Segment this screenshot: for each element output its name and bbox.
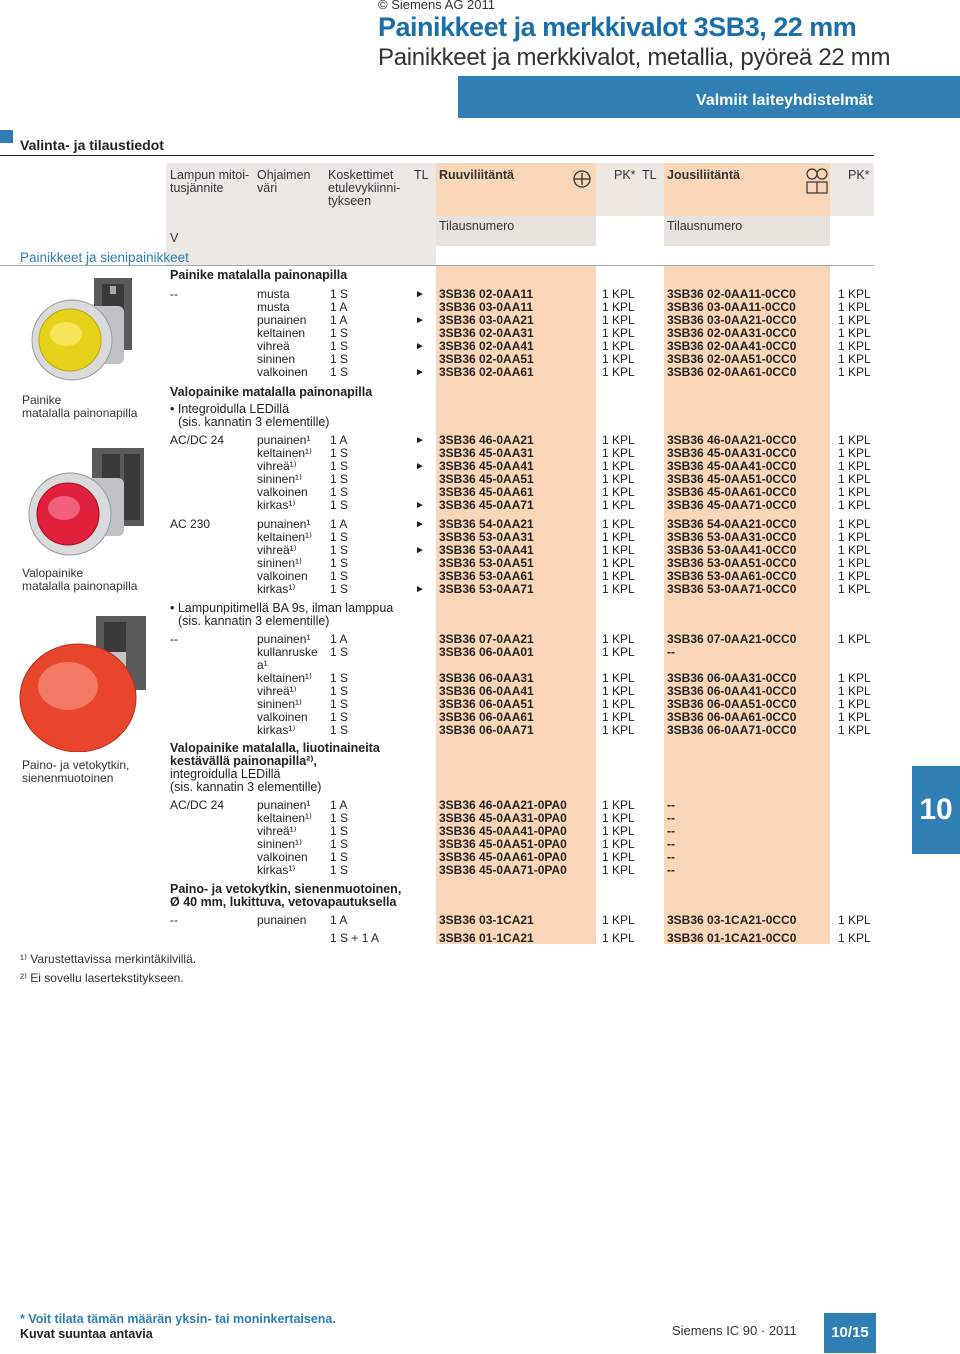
cell-o1: 3SB36 02-0AA51	[439, 352, 534, 366]
cell-o1: 3SB36 45-0AA61	[439, 485, 534, 499]
cell-o2: 3SB36 06-0AA71-0CC0	[667, 723, 797, 737]
cell-o1: 3SB36 01-1CA21	[439, 931, 534, 945]
table-row	[0, 932, 960, 945]
cell-o2: 3SB36 45-0AA51-0CC0	[667, 472, 797, 486]
section-marker	[0, 130, 13, 143]
group-title: Painike matalalla painonapilla	[170, 268, 348, 282]
footnote-2: ²⁾ Ei sovellu lasertekstitykseen.	[20, 971, 184, 985]
cell-o2: 3SB36 02-0AA41-0CC0	[667, 339, 797, 353]
cell-col: valkoinen	[257, 850, 308, 864]
cell-con: 1 S + 1 A	[330, 931, 380, 945]
cell-p2: 1 KPL	[838, 498, 871, 512]
cell-col: kirkas¹⁾	[257, 723, 296, 737]
cell-o2: 3SB36 53-0AA31-0CC0	[667, 530, 797, 544]
cell-p2: 1 KPL	[838, 632, 871, 646]
cell-o2: --	[667, 798, 675, 812]
cell-p1: 1 KPL	[602, 485, 635, 499]
cell-tri: ►	[415, 435, 425, 446]
cell-o2: 3SB36 06-0AA41-0CC0	[667, 684, 797, 698]
cell-con: 1 S	[330, 710, 349, 724]
cell-col: musta	[257, 300, 290, 314]
cell-o1: 3SB36 02-0AA41	[439, 339, 534, 353]
group-note: (sis. kannatin 3 elementille)	[178, 415, 330, 429]
group-note: (sis. kannatin 3 elementille)	[170, 780, 322, 794]
cell-p2: 1 KPL	[838, 723, 871, 737]
cell-o2: 3SB36 06-0AA51-0CC0	[667, 697, 797, 711]
cell-con: 1 S	[330, 287, 349, 301]
header-band-label: Valmiit laiteyhdistelmät	[696, 92, 873, 109]
header-lamp-voltage: Lampun mitoi- tusjännite	[170, 168, 250, 195]
cell-p1: 1 KPL	[602, 684, 635, 698]
header-band	[458, 76, 960, 118]
cell-o2: 3SB36 53-0AA41-0CC0	[667, 543, 797, 557]
cell-tri: ►	[415, 289, 425, 300]
cell-col: a¹	[257, 658, 268, 672]
cell-o1: 3SB36 06-0AA31	[439, 671, 534, 685]
cell-o1: 3SB36 45-0AA41-0PA0	[439, 824, 567, 838]
cell-tri: ►	[415, 367, 425, 378]
cell-p2: 1 KPL	[838, 287, 871, 301]
table-row	[0, 724, 960, 737]
cell-o2: --	[667, 850, 675, 864]
cell-con: 1 A	[330, 798, 348, 812]
cell-p1: 1 KPL	[602, 824, 635, 838]
cell-o1: 3SB36 53-0AA61	[439, 569, 534, 583]
group-note: (sis. kannatin 3 elementille)	[178, 614, 330, 628]
cell-o2: 3SB36 53-0AA51-0CC0	[667, 556, 797, 570]
cell-p1: 1 KPL	[602, 569, 635, 583]
cell-o1: 3SB36 53-0AA41	[439, 543, 534, 557]
cell-o2: --	[667, 837, 675, 851]
page-subtitle: Painikkeet ja merkkivalot, metallia, pyöreä 22 mm	[378, 44, 891, 71]
header-pk2: PK*	[848, 168, 870, 182]
cell-p2: 1 KPL	[838, 671, 871, 685]
table-row	[0, 864, 960, 877]
cell-p2: 1 KPL	[838, 697, 871, 711]
cell-o2: --	[667, 863, 675, 877]
table-row	[0, 646, 960, 659]
cell-p2: 1 KPL	[838, 459, 871, 473]
cell-o2: 3SB36 45-0AA61-0CC0	[667, 485, 797, 499]
cell-p2: 1 KPL	[838, 472, 871, 486]
cell-con: 1 S	[330, 446, 349, 460]
cell-con: 1 A	[330, 632, 348, 646]
section-title: Valinta- ja tilaustiedot	[20, 137, 164, 153]
cell-con: 1 S	[330, 582, 349, 596]
header-contacts: Koskettimet etulevykiinni- tykseen	[328, 168, 401, 208]
group-title: kestävällä painonapilla²⁾,	[170, 754, 317, 768]
cell-o1: 3SB36 06-0AA51	[439, 697, 534, 711]
cell-o1: 3SB36 45-0AA71-0PA0	[439, 863, 567, 877]
cell-p2: 1 KPL	[838, 313, 871, 327]
cell-con: 1 A	[330, 517, 348, 531]
cell-p1: 1 KPL	[602, 811, 635, 825]
cell-col: musta	[257, 287, 290, 301]
cell-vol: --	[170, 913, 178, 927]
cell-o1: 3SB36 45-0AA61-0PA0	[439, 850, 567, 864]
cell-col: valkoinen	[257, 710, 308, 724]
order-quantity-note: * Voit tilata tämän määrän yksin- tai moninkertaisena.	[20, 1312, 336, 1326]
cell-o2: 3SB36 01-1CA21-0CC0	[667, 931, 797, 945]
catalog-info: Siemens IC 90 · 2011	[672, 1323, 797, 1338]
cell-o2: 3SB36 06-0AA31-0CC0	[667, 671, 797, 685]
cell-vol: --	[170, 287, 178, 301]
cell-p1: 1 KPL	[602, 472, 635, 486]
cell-p2: 1 KPL	[838, 530, 871, 544]
cell-p2: 1 KPL	[838, 543, 871, 557]
cell-p2: 1 KPL	[838, 913, 871, 927]
cell-p1: 1 KPL	[602, 850, 635, 864]
cell-p2: 1 KPL	[838, 352, 871, 366]
cell-col: valkoinen	[257, 569, 308, 583]
cell-p1: 1 KPL	[602, 326, 635, 340]
spring-terminal-icon	[806, 168, 828, 194]
cell-p1: 1 KPL	[602, 446, 635, 460]
cell-o1: 3SB36 46-0AA21	[439, 433, 534, 447]
cell-col: sininen¹⁾	[257, 556, 302, 570]
cell-o1: 3SB36 06-0AA71	[439, 723, 534, 737]
cell-con: 1 S	[330, 326, 349, 340]
cell-o1: 3SB36 06-0AA41	[439, 684, 534, 698]
cell-tri: ►	[415, 545, 425, 556]
cell-o1: 3SB36 02-0AA61	[439, 365, 534, 379]
cell-o2: 3SB36 53-0AA61-0CC0	[667, 569, 797, 583]
cell-con: 1 A	[330, 300, 348, 314]
cell-con: 1 S	[330, 824, 349, 838]
cell-col: sininen	[257, 352, 296, 366]
cell-p2: 1 KPL	[838, 569, 871, 583]
cell-p2: 1 KPL	[838, 326, 871, 340]
images-note: Kuvat suuntaa antavia	[20, 1327, 153, 1341]
cell-p1: 1 KPL	[602, 632, 635, 646]
cell-p1: 1 KPL	[602, 863, 635, 877]
cell-col: punainen¹	[257, 433, 311, 447]
cell-p1: 1 KPL	[602, 459, 635, 473]
cell-o2: 3SB36 02-0AA51-0CC0	[667, 352, 797, 366]
cell-p2: 1 KPL	[838, 582, 871, 596]
cell-p1: 1 KPL	[602, 433, 635, 447]
cell-col: punainen¹	[257, 632, 311, 646]
cell-p1: 1 KPL	[602, 352, 635, 366]
cell-p1: 1 KPL	[602, 517, 635, 531]
section-rule	[0, 155, 874, 156]
cell-con: 1 S	[330, 850, 349, 864]
header-order-no-1: Tilausnumero	[439, 219, 515, 233]
cell-o2: 3SB36 07-0AA21-0CC0	[667, 632, 797, 646]
cell-p2: 1 KPL	[838, 517, 871, 531]
cell-o1: 3SB36 45-0AA51	[439, 472, 534, 486]
cell-con: 1 S	[330, 485, 349, 499]
cell-col: vihreä	[257, 339, 290, 353]
cell-o1: 3SB36 03-0AA21	[439, 313, 534, 327]
cell-o2: 3SB36 06-0AA61-0CC0	[667, 710, 797, 724]
cell-p1: 1 KPL	[602, 300, 635, 314]
group-title: Valopainike matalalla, liuotinaineita	[170, 741, 380, 755]
copyright: © Siemens AG 2011	[378, 0, 496, 12]
cell-p1: 1 KPL	[602, 498, 635, 512]
table-row	[0, 499, 960, 512]
cell-p1: 1 KPL	[602, 530, 635, 544]
group-title: Paino- ja vetokytkin, sienenmuotoinen,	[170, 882, 402, 896]
cell-con: 1 S	[330, 811, 349, 825]
side-label-pushbutton: Painike matalalla painonapilla	[22, 393, 138, 420]
subheader-left-band	[166, 216, 436, 266]
side-label-mushroom: Paino- ja vetokytkin, sienenmuotoinen	[22, 758, 130, 785]
cell-p1: 1 KPL	[602, 556, 635, 570]
cell-col: keltainen¹⁾	[257, 671, 312, 685]
cell-o1: 3SB36 53-0AA31	[439, 530, 534, 544]
cell-o1: 3SB36 02-0AA11	[439, 287, 534, 301]
cell-p1: 1 KPL	[602, 313, 635, 327]
header-tl1: TL	[414, 168, 429, 182]
cell-p1: 1 KPL	[602, 798, 635, 812]
cell-col: punainen¹	[257, 517, 311, 531]
cell-vol: AC/DC 24	[170, 798, 225, 812]
cell-o1: 3SB36 07-0AA21	[439, 632, 534, 646]
header-cap-color: Ohjaimen väri	[257, 168, 311, 195]
cell-o1: 3SB36 46-0AA21-0PA0	[439, 798, 567, 812]
cell-o2: 3SB36 45-0AA31-0CC0	[667, 446, 797, 460]
side-label-illuminated: Valopainike matalalla painonapilla	[22, 566, 138, 593]
cell-p2: 1 KPL	[838, 556, 871, 570]
cell-o2: 3SB36 02-0AA31-0CC0	[667, 326, 797, 340]
cell-con: 1 S	[330, 671, 349, 685]
cell-tri: ►	[415, 341, 425, 352]
cell-o2: 3SB36 02-0AA61-0CC0	[667, 365, 797, 379]
cell-p2: 1 KPL	[838, 485, 871, 499]
cell-con: 1 S	[330, 863, 349, 877]
cell-vol: AC 230	[170, 517, 211, 531]
header-pk1: PK*	[614, 168, 636, 182]
group-title: Valopainike matalalla painonapilla	[170, 385, 373, 399]
cell-p1: 1 KPL	[602, 339, 635, 353]
screw-terminal-icon	[572, 169, 592, 189]
cell-col: punainen¹	[257, 798, 311, 812]
cell-tri: ►	[415, 461, 425, 472]
cell-p1: 1 KPL	[602, 645, 635, 659]
header-unit: V	[170, 231, 179, 245]
cell-col: sininen¹⁾	[257, 472, 302, 486]
cell-col: vihreä¹⁾	[257, 824, 297, 838]
cell-o2: 3SB36 53-0AA71-0CC0	[667, 582, 797, 596]
group-note: • Integroidulla LEDillä	[170, 402, 290, 416]
cell-con: 1 S	[330, 530, 349, 544]
cell-o2: --	[667, 824, 675, 838]
cell-o1: 3SB36 06-0AA61	[439, 710, 534, 724]
cell-tri: ►	[415, 519, 425, 530]
cell-p1: 1 KPL	[602, 710, 635, 724]
table-row	[0, 366, 960, 379]
cell-con: 1 S	[330, 697, 349, 711]
cell-con: 1 A	[330, 433, 348, 447]
cell-p2: 1 KPL	[838, 365, 871, 379]
cell-con: 1 S	[330, 684, 349, 698]
cell-o2: 3SB36 45-0AA41-0CC0	[667, 459, 797, 473]
cell-col: keltainen¹⁾	[257, 811, 312, 825]
bottom-notes	[20, 1312, 336, 1342]
chapter-tab: 10	[912, 766, 960, 854]
cell-col: kullanruske	[257, 645, 318, 659]
cell-o2: 3SB36 46-0AA21-0CC0	[667, 433, 797, 447]
cell-p2: 1 KPL	[838, 931, 871, 945]
cell-p1: 1 KPL	[602, 697, 635, 711]
cell-o1: 3SB36 02-0AA31	[439, 326, 534, 340]
cell-col: sininen¹⁾	[257, 697, 302, 711]
cell-col: keltainen	[257, 326, 306, 340]
cell-col: keltainen¹⁾	[257, 530, 312, 544]
cell-tri: ►	[415, 584, 425, 595]
cell-p2: 1 KPL	[838, 684, 871, 698]
group-note: integroidulla LEDillä	[170, 767, 281, 781]
cell-o2: 3SB36 54-0AA21-0CC0	[667, 517, 797, 531]
cell-con: 1 S	[330, 459, 349, 473]
cell-col: valkoinen	[257, 365, 308, 379]
cell-p2: 1 KPL	[838, 300, 871, 314]
cell-con: 1 S	[330, 556, 349, 570]
cell-p1: 1 KPL	[602, 543, 635, 557]
cell-o1: 3SB36 45-0AA31-0PA0	[439, 811, 567, 825]
cell-o1: 3SB36 54-0AA21	[439, 517, 534, 531]
cell-p2: 1 KPL	[838, 446, 871, 460]
cell-con: 1 A	[330, 913, 348, 927]
cell-con: 1 S	[330, 339, 349, 353]
cell-con: 1 S	[330, 365, 349, 379]
cell-o1: 3SB36 03-1CA21	[439, 913, 534, 927]
table-row	[0, 914, 960, 927]
cell-o1: 3SB36 53-0AA71	[439, 582, 534, 596]
cell-p2: 1 KPL	[838, 710, 871, 724]
cell-p2: 1 KPL	[838, 339, 871, 353]
page-number: 10/15	[824, 1313, 876, 1353]
cell-col: kirkas¹⁾	[257, 863, 296, 877]
footnote-1: ¹⁾ Varustettavissa merkintäkilvillä.	[20, 952, 197, 966]
cell-col: vihreä¹⁾	[257, 684, 297, 698]
cell-col: keltainen¹⁾	[257, 446, 312, 460]
cell-col: kirkas¹⁾	[257, 582, 296, 596]
cell-o2: 3SB36 45-0AA71-0CC0	[667, 498, 797, 512]
cell-o1: 3SB36 45-0AA31	[439, 446, 534, 460]
cell-con: 1 S	[330, 837, 349, 851]
cell-col: punainen	[257, 913, 307, 927]
cell-o2: 3SB36 02-0AA11-0CC0	[667, 287, 796, 301]
cell-o1: 3SB36 45-0AA71	[439, 498, 534, 512]
cell-col: valkoinen	[257, 485, 308, 499]
cell-o2: --	[667, 811, 675, 825]
cell-vol: --	[170, 632, 178, 646]
cell-col: kirkas¹⁾	[257, 498, 296, 512]
cell-o2: 3SB36 03-1CA21-0CC0	[667, 913, 797, 927]
cell-con: 1 S	[330, 543, 349, 557]
group-title: Ø 40 mm, lukittuva, vetovapautuksella	[170, 895, 397, 909]
cell-o1: 3SB36 53-0AA51	[439, 556, 534, 570]
cell-p1: 1 KPL	[602, 582, 635, 596]
cell-o1: 3SB36 45-0AA41	[439, 459, 534, 473]
cell-p2: 1 KPL	[838, 433, 871, 447]
cell-o2: --	[667, 645, 675, 659]
header-order-no-2: Tilausnumero	[667, 219, 743, 233]
cell-p1: 1 KPL	[602, 671, 635, 685]
cell-o2: 3SB36 03-0AA11-0CC0	[667, 300, 796, 314]
cell-col: vihreä¹⁾	[257, 459, 297, 473]
cell-o1: 3SB36 45-0AA51-0PA0	[439, 837, 567, 851]
cell-col: punainen	[257, 313, 307, 327]
cell-tri: ►	[415, 500, 425, 511]
cell-con: 1 S	[330, 472, 349, 486]
cell-o1: 3SB36 03-0AA11	[439, 300, 534, 314]
cell-con: 1 S	[330, 723, 349, 737]
cell-con: 1 A	[330, 313, 348, 327]
cell-con: 1 S	[330, 569, 349, 583]
header-tl2: TL	[642, 168, 657, 182]
cell-p1: 1 KPL	[602, 287, 635, 301]
header-spring-conn: Jousiliitäntä	[667, 168, 740, 182]
cell-tri: ►	[415, 315, 425, 326]
cell-con: 1 S	[330, 645, 349, 659]
cell-p1: 1 KPL	[602, 837, 635, 851]
cell-p1: 1 KPL	[602, 931, 635, 945]
cell-col: vihreä¹⁾	[257, 543, 297, 557]
cell-p1: 1 KPL	[602, 913, 635, 927]
cell-o2: 3SB36 03-0AA21-0CC0	[667, 313, 797, 327]
header-screw-conn: Ruuviliitäntä	[439, 168, 515, 182]
cell-p1: 1 KPL	[602, 365, 635, 379]
category-label: Painikkeet ja sienipainikkeet	[20, 250, 189, 265]
page-title: Painikkeet ja merkkivalot 3SB3, 22 mm	[378, 12, 857, 42]
cell-con: 1 S	[330, 352, 349, 366]
cell-col: sininen¹⁾	[257, 837, 302, 851]
cell-p1: 1 KPL	[602, 723, 635, 737]
table-row	[0, 583, 960, 596]
cell-o1: 3SB36 06-0AA01	[439, 645, 534, 659]
cell-vol: AC/DC 24	[170, 433, 225, 447]
cell-con: 1 S	[330, 498, 349, 512]
group-note: • Lampunpitimellä BA 9s, ilman lamppua	[170, 601, 394, 615]
